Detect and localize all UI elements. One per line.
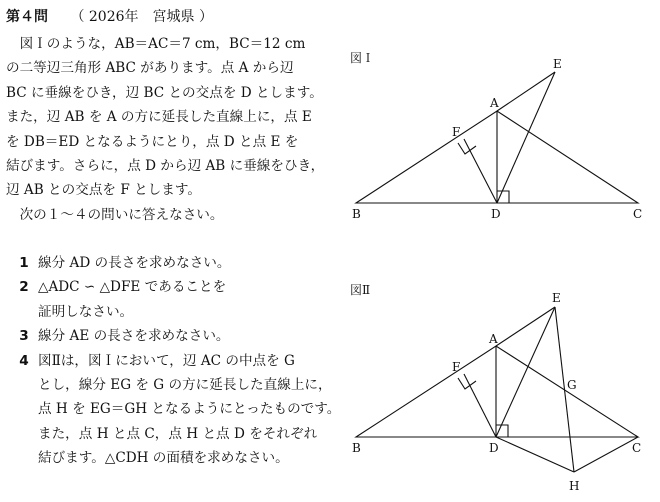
- point-label-g: G: [567, 378, 577, 392]
- question-text: △ADC ∽ △DFE であることを: [38, 279, 227, 296]
- question-text: とし，線分 EG を G の方に延長した直線上に，: [38, 377, 332, 394]
- point-label-d: D: [491, 207, 501, 221]
- point-label-f: F: [452, 360, 461, 374]
- question-2: [6, 275, 351, 324]
- header: [6, 6, 213, 26]
- problem-line: また，辺 AB を A の方に延長した直線上に，点 E: [6, 109, 312, 126]
- segment-dh: [496, 437, 574, 472]
- problem-line: 辺 AB との交点を F とします。: [6, 182, 201, 199]
- question-text: 線分 AE の長さを求めなさい。: [38, 328, 230, 345]
- figure-1-diagram: [346, 48, 656, 228]
- question-text: 証明しなさい。: [38, 303, 134, 320]
- point-label-a: A: [490, 96, 499, 110]
- question-1: [6, 251, 351, 275]
- question-text: 結びます。△CDH の面積を求めなさい。: [38, 450, 289, 467]
- figure-1: [346, 48, 656, 228]
- problem-statement: [6, 32, 336, 227]
- right-angle-d: [496, 425, 508, 437]
- point-label-d: D: [489, 441, 499, 455]
- question-list: [6, 251, 351, 471]
- segment-ch: [574, 437, 638, 472]
- question-text: 図Ⅱは，図Ｉにおいて，辺 AC の中点を G: [38, 352, 295, 369]
- point-label-a: A: [489, 332, 498, 346]
- problem-source: （ 2026年 宮城県 ）: [70, 9, 213, 25]
- question-3: [6, 324, 351, 348]
- point-label-b: B: [352, 207, 361, 221]
- point-label-c: C: [633, 207, 643, 221]
- point-label-f: F: [452, 125, 461, 139]
- point-label-b: B: [352, 441, 361, 455]
- problem-line: 次の１～４の問いに答えなさい。: [6, 206, 224, 223]
- point-label-e: E: [553, 57, 562, 71]
- problem-line: 結びます。さらに，点 D から辺 AB に垂線をひき，: [6, 158, 325, 175]
- figure-2-diagram: [346, 280, 656, 498]
- problem-line: BC に垂線をひき，辺 BC との交点を D とします。: [6, 84, 323, 101]
- point-label-e: E: [552, 291, 561, 305]
- question-number: 2: [19, 279, 29, 296]
- point-label-c: C: [632, 441, 642, 455]
- question-number: 4: [19, 352, 29, 369]
- problem-line: を DB＝ED となるようにとり，点 D と点 E を: [6, 133, 299, 150]
- figure-2-title: 図Ⅱ: [350, 283, 371, 297]
- segment-df: [464, 139, 497, 203]
- triangle-abc: [356, 346, 638, 437]
- question-4: [6, 349, 351, 471]
- point-label-h: H: [569, 479, 580, 493]
- question-text: 点 H を EG＝GH となるようにとったものです。: [38, 401, 341, 418]
- figure-1-title: 図Ｉ: [350, 51, 375, 65]
- figure-2: [346, 280, 656, 498]
- problem-line: 図Ｉのような，AB＝AC＝7 cm，BC＝12 cm: [6, 36, 306, 52]
- question-number: 1: [19, 255, 29, 271]
- segment-df: [464, 374, 496, 437]
- right-angle-d: [497, 191, 509, 203]
- question-text: また，点 H と点 C，点 H と点 D をそれぞれ: [38, 425, 318, 442]
- question-text: 線分 AD の長さを求めなさい。: [38, 255, 231, 271]
- question-number: 3: [19, 328, 29, 345]
- problem-number: 第４問: [6, 9, 48, 25]
- problem-line: の二等辺三角形 ABC があります。点 A から辺: [6, 60, 294, 77]
